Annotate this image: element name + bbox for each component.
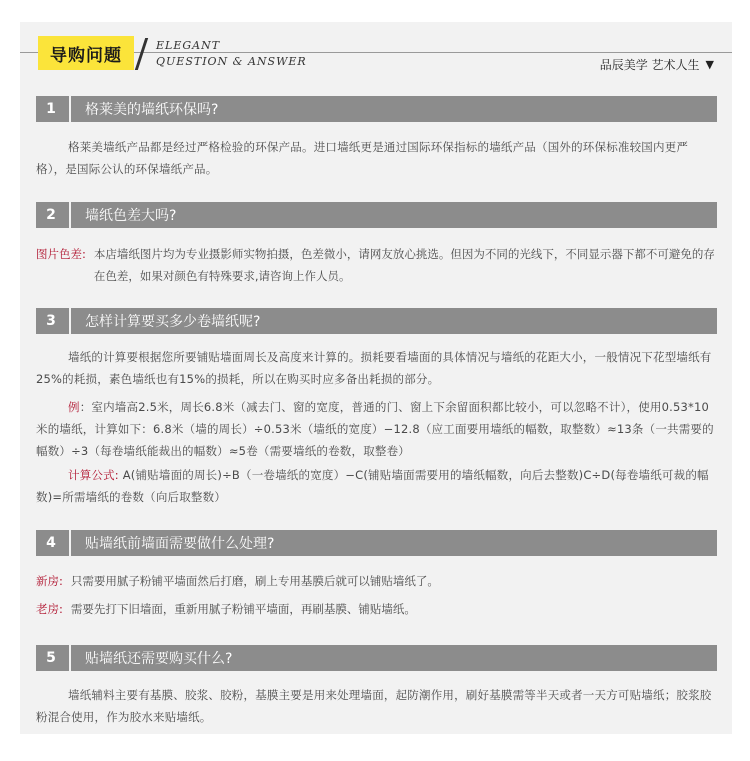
- section-1-text: 格莱美墙纸产品都是经过严格检验的环保产品。进口墙纸更是通过国际环保指标的墙纸产品（国外的环保标准较国内更严格），是国际公认的环保墙纸产品。: [36, 140, 689, 176]
- section-separator: [69, 96, 71, 122]
- section-separator: [69, 202, 71, 228]
- formula-label: 计算公式:: [68, 468, 119, 482]
- section-3-intro: 墙纸的计算要根据您所要铺贴墙面周长及高度来计算的。损耗要看墙面的具体情况与墙纸的花距大小，一般情况下花型墙纸有25%的耗损，素色墙纸也有15%的损耗，所以在购买时应多备出耗损的部分。: [36, 350, 712, 386]
- old-house-note: [36, 598, 717, 620]
- header-elegant: ELEGANT: [156, 39, 221, 52]
- section-number: 2: [46, 207, 56, 223]
- section-header-2: [36, 202, 717, 228]
- section-separator: [69, 308, 71, 334]
- new-house-note: [36, 570, 717, 592]
- new-house-text: 只需要用腻子粉铺平墙面然后打磨，刷上专用基膜后就可以铺贴墙纸了。: [70, 574, 439, 588]
- section-header-5: [36, 645, 717, 671]
- example-text: ：室内墙高2.5米，周长6.8米（减去门、窗的宽度，普通的门、窗上下余留面积都比较小，可以忽略不计），使用0.53*10米的墙纸，计算如下：6.8米（墙的周长）÷0.53米（墙纸的宽度）−12.8（应工面要用墙纸的幅数，取整数）≈13条（一共需要的幅数）÷3（每卷墙纸能裁出的幅数）≈5卷（需要墙纸的卷数，取整卷）: [36, 400, 714, 458]
- section-title: 格莱美的墙纸环保吗?: [85, 102, 219, 118]
- section-number: 5: [46, 650, 56, 666]
- example-label: 例: [68, 400, 80, 414]
- section-title: 贴墙纸还需要购买什么?: [85, 651, 233, 667]
- section-title: 贴墙纸前墙面需要做什么处理?: [85, 536, 275, 552]
- section-title: 墙纸色差大吗?: [85, 208, 177, 224]
- header-qa: QUESTION & ANSWER: [156, 55, 307, 68]
- old-house-label: 老房:: [36, 602, 63, 616]
- color-difference-note: [36, 243, 717, 287]
- section-5-text: 墙纸辅料主要有基膜、胶浆、胶粉，基膜主要是用来处理墙面，起防潮作用，刷好基膜需等半天或者一天方可贴墙纸；胶浆胶粉混合使用，作为胶水来贴墙纸。: [36, 688, 712, 724]
- section-header-3: [36, 308, 717, 334]
- section-number: 4: [46, 535, 56, 551]
- formula-text: A(铺贴墙面的周长)÷B（一卷墙纸的宽度）−C(铺贴墙面需要用的墙纸幅数，向后去整数)C÷D(每卷墙纸可裁的幅数)=所需墙纸的卷数（向后取整数）: [36, 468, 709, 504]
- color-difference-text: 本店墙纸图片均为专业摄影师实物拍摄，色差微小，请网友放心挑选。但因为不同的光线下，不同显示器下都不可避免的存在色差，如果对颜色有特殊要求,请咨询上作人员。: [93, 247, 715, 283]
- section-separator: [69, 530, 71, 556]
- section-number: 3: [46, 313, 56, 329]
- section-separator: [69, 645, 71, 671]
- new-house-label: 新房:: [36, 574, 63, 588]
- section-title: 怎样计算要买多少卷墙纸呢?: [85, 314, 261, 330]
- guide-badge: 导购问题: [38, 36, 134, 70]
- section-number: 1: [46, 101, 56, 117]
- triangle-down-icon: ▼: [705, 58, 714, 71]
- tagline[interactable]: [600, 56, 714, 73]
- tagline-text: 品辰美学 艺术人生: [599, 58, 700, 72]
- old-house-text: 需要先打下旧墙面，重新用腻子粉铺平墙面，再刷基膜、铺贴墙纸。: [70, 602, 416, 616]
- color-difference-label: 图片色差:: [36, 247, 86, 261]
- section-header-1: [36, 96, 717, 122]
- section-3-example: [36, 396, 717, 462]
- section-header-4: [36, 530, 717, 556]
- section-3-formula: [36, 464, 717, 508]
